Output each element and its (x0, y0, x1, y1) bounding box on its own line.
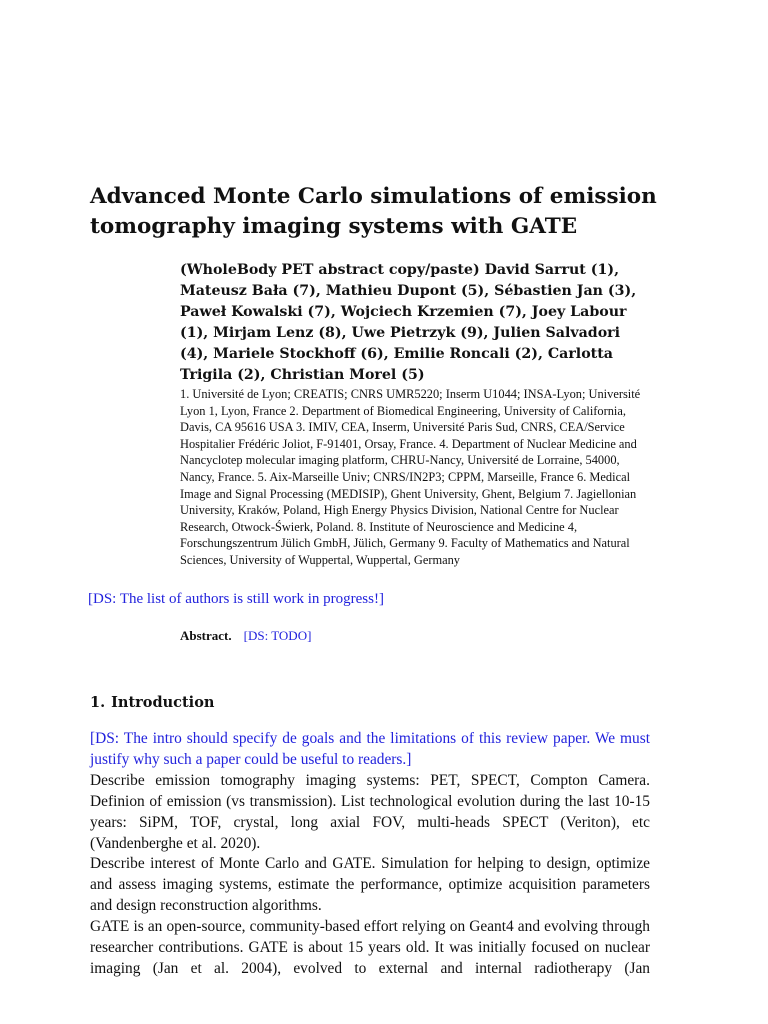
section-number: 1. (90, 694, 106, 711)
abstract (180, 627, 311, 645)
abstract-note: [DS: TODO] (243, 628, 312, 643)
intro-note: [DS: The intro should specify de goals and the limitations of this review paper. We must justify why such a paper could be useful to readers.] (90, 730, 650, 768)
section-title: Introduction (111, 694, 215, 711)
paper-title: Advanced Monte Carlo simulations of emission tomography imaging systems with GATE (90, 184, 657, 239)
author-list: (WholeBody PET abstract copy/paste) David Sarrut (1), Mateusz Bała (7), Mathieu Dupont (5), Sébastien Jan (3), Paweł Kowalski (7), Wojciech Krzemien (7), Joey Labour (1), Mirjam Lenz (8), Uwe Pietrzyk (9), Julien Salvadori (4), Mariele Stockhoff (6), Emilie Roncali (2), Carlotta Trigila (2), Christian Morel (5) (180, 262, 637, 383)
section-heading (90, 693, 214, 713)
intro-paragraph-2: Describe interest of Monte Carlo and GATE. Simulation for helping to design, optimize and assess imaging systems, estimate the performance, optimize acquisition parameters and design reconstruction algorithms. (90, 855, 650, 915)
introduction-body (90, 729, 650, 980)
abstract-label: Abstract. (180, 628, 232, 643)
intro-paragraph-1: Describe emission tomography imaging systems: PET, SPECT, Compton Camera. Definion of emission (vs transmission). List technological evolution during the last 10-15 years: SiPM, TOF, crystal, long axial FOV, multi-heads SPECT (Veriton), etc (Vandenberghe et al. 2020). (90, 771, 650, 852)
intro-paragraph-3: GATE is an open-source, community-based effort relying on Geant4 and evolving through researcher contributions. GATE is about 15 years old. It was initially focused on nuclear imaging (Jan et al. 2004), evolved to external and internal radiotherapy (Jan (90, 918, 650, 977)
authors-note: [DS: The list of authors is still work in progress!] (88, 591, 384, 607)
affiliations: 1. Université de Lyon; CREATIS; CNRS UMR5220; Inserm U1044; INSA-Lyon; Université Lyon 1, Lyon, France 2. Department of Biomedical Engineering, University of California, Davis, CA 95616 USA 3. IMIV, CEA, Inserm, Université Paris Sud, CNRS, CEA/Service Hospitalier Frédéric Joliot, F-91401, Orsay, France. 4. Department of Nuclear Medicine and Nancyclotep molecular imaging platform, CHRU-Nancy, Université de Lorraine, 54000, Nancy, France. 5. Aix-Marseille Univ; CNRS/IN2P3; CPPM, Marseille, France 6. Medical Image and Signal Processing (MEDISIP), Ghent University, Ghent, Belgium 7. Jagiellonian University, Kraków, Poland, High Energy Physics Division, National Centre for Nuclear Research, Otwock-Świerk, Poland. 8. Institute of Neuroscience and Medicine 4, Forschungszentrum Jülich GmbH, Jülich, Germany 9. Faculty of Mathematics and Natural Sciences, University of Wuppertal, Wuppertal, Germany (180, 387, 641, 567)
